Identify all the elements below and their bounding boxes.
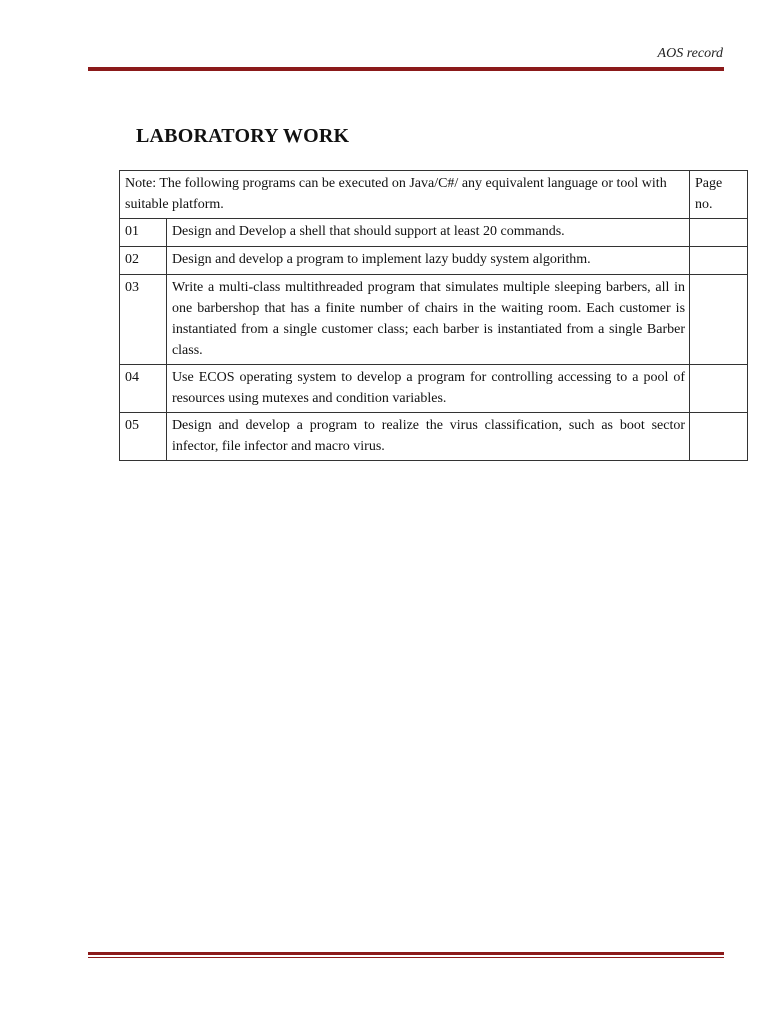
footer-rule <box>88 952 724 955</box>
table-row <box>120 275 748 365</box>
table-header-row <box>120 171 748 219</box>
table-row <box>120 413 748 461</box>
page-column-header: Page no. <box>690 171 748 219</box>
row-page <box>690 275 748 365</box>
row-page <box>690 413 748 461</box>
footer-rule-thin <box>88 957 724 958</box>
table-row <box>120 247 748 275</box>
row-description: Write a multi-class multithreaded program that simulates multiple sleeping barbers, all in one barbershop that has a finite number of chairs in the waiting room. Each customer is instantiated from a single customer class; each barber is instantiated from a single Barber class. <box>166 275 689 365</box>
table-row <box>120 219 748 247</box>
row-number: 02 <box>120 247 167 275</box>
table-note: Note: The following programs can be executed on Java/C#/ any equivalent language or tool with suitable platform. <box>120 171 690 219</box>
header-rule <box>88 67 724 71</box>
row-page <box>690 365 748 413</box>
row-description: Design and Develop a shell that should support at least 20 commands. <box>166 219 689 247</box>
running-header: AOS record <box>657 46 723 61</box>
row-number: 04 <box>120 365 167 413</box>
table-row <box>120 365 748 413</box>
row-description: Design and develop a program to implement lazy buddy system algorithm. <box>166 247 689 275</box>
row-page <box>690 219 748 247</box>
page-title: LABORATORY WORK <box>136 125 350 147</box>
row-description: Design and develop a program to realize the virus classification, such as boot sector infector, file infector and macro virus. <box>166 413 689 461</box>
row-description: Use ECOS operating system to develop a program for controlling accessing to a pool of resources using mutexes and condition variables. <box>166 365 689 413</box>
row-number: 01 <box>120 219 167 247</box>
row-number: 05 <box>120 413 167 461</box>
lab-work-table <box>119 170 748 461</box>
row-number: 03 <box>120 275 167 365</box>
row-page <box>690 247 748 275</box>
